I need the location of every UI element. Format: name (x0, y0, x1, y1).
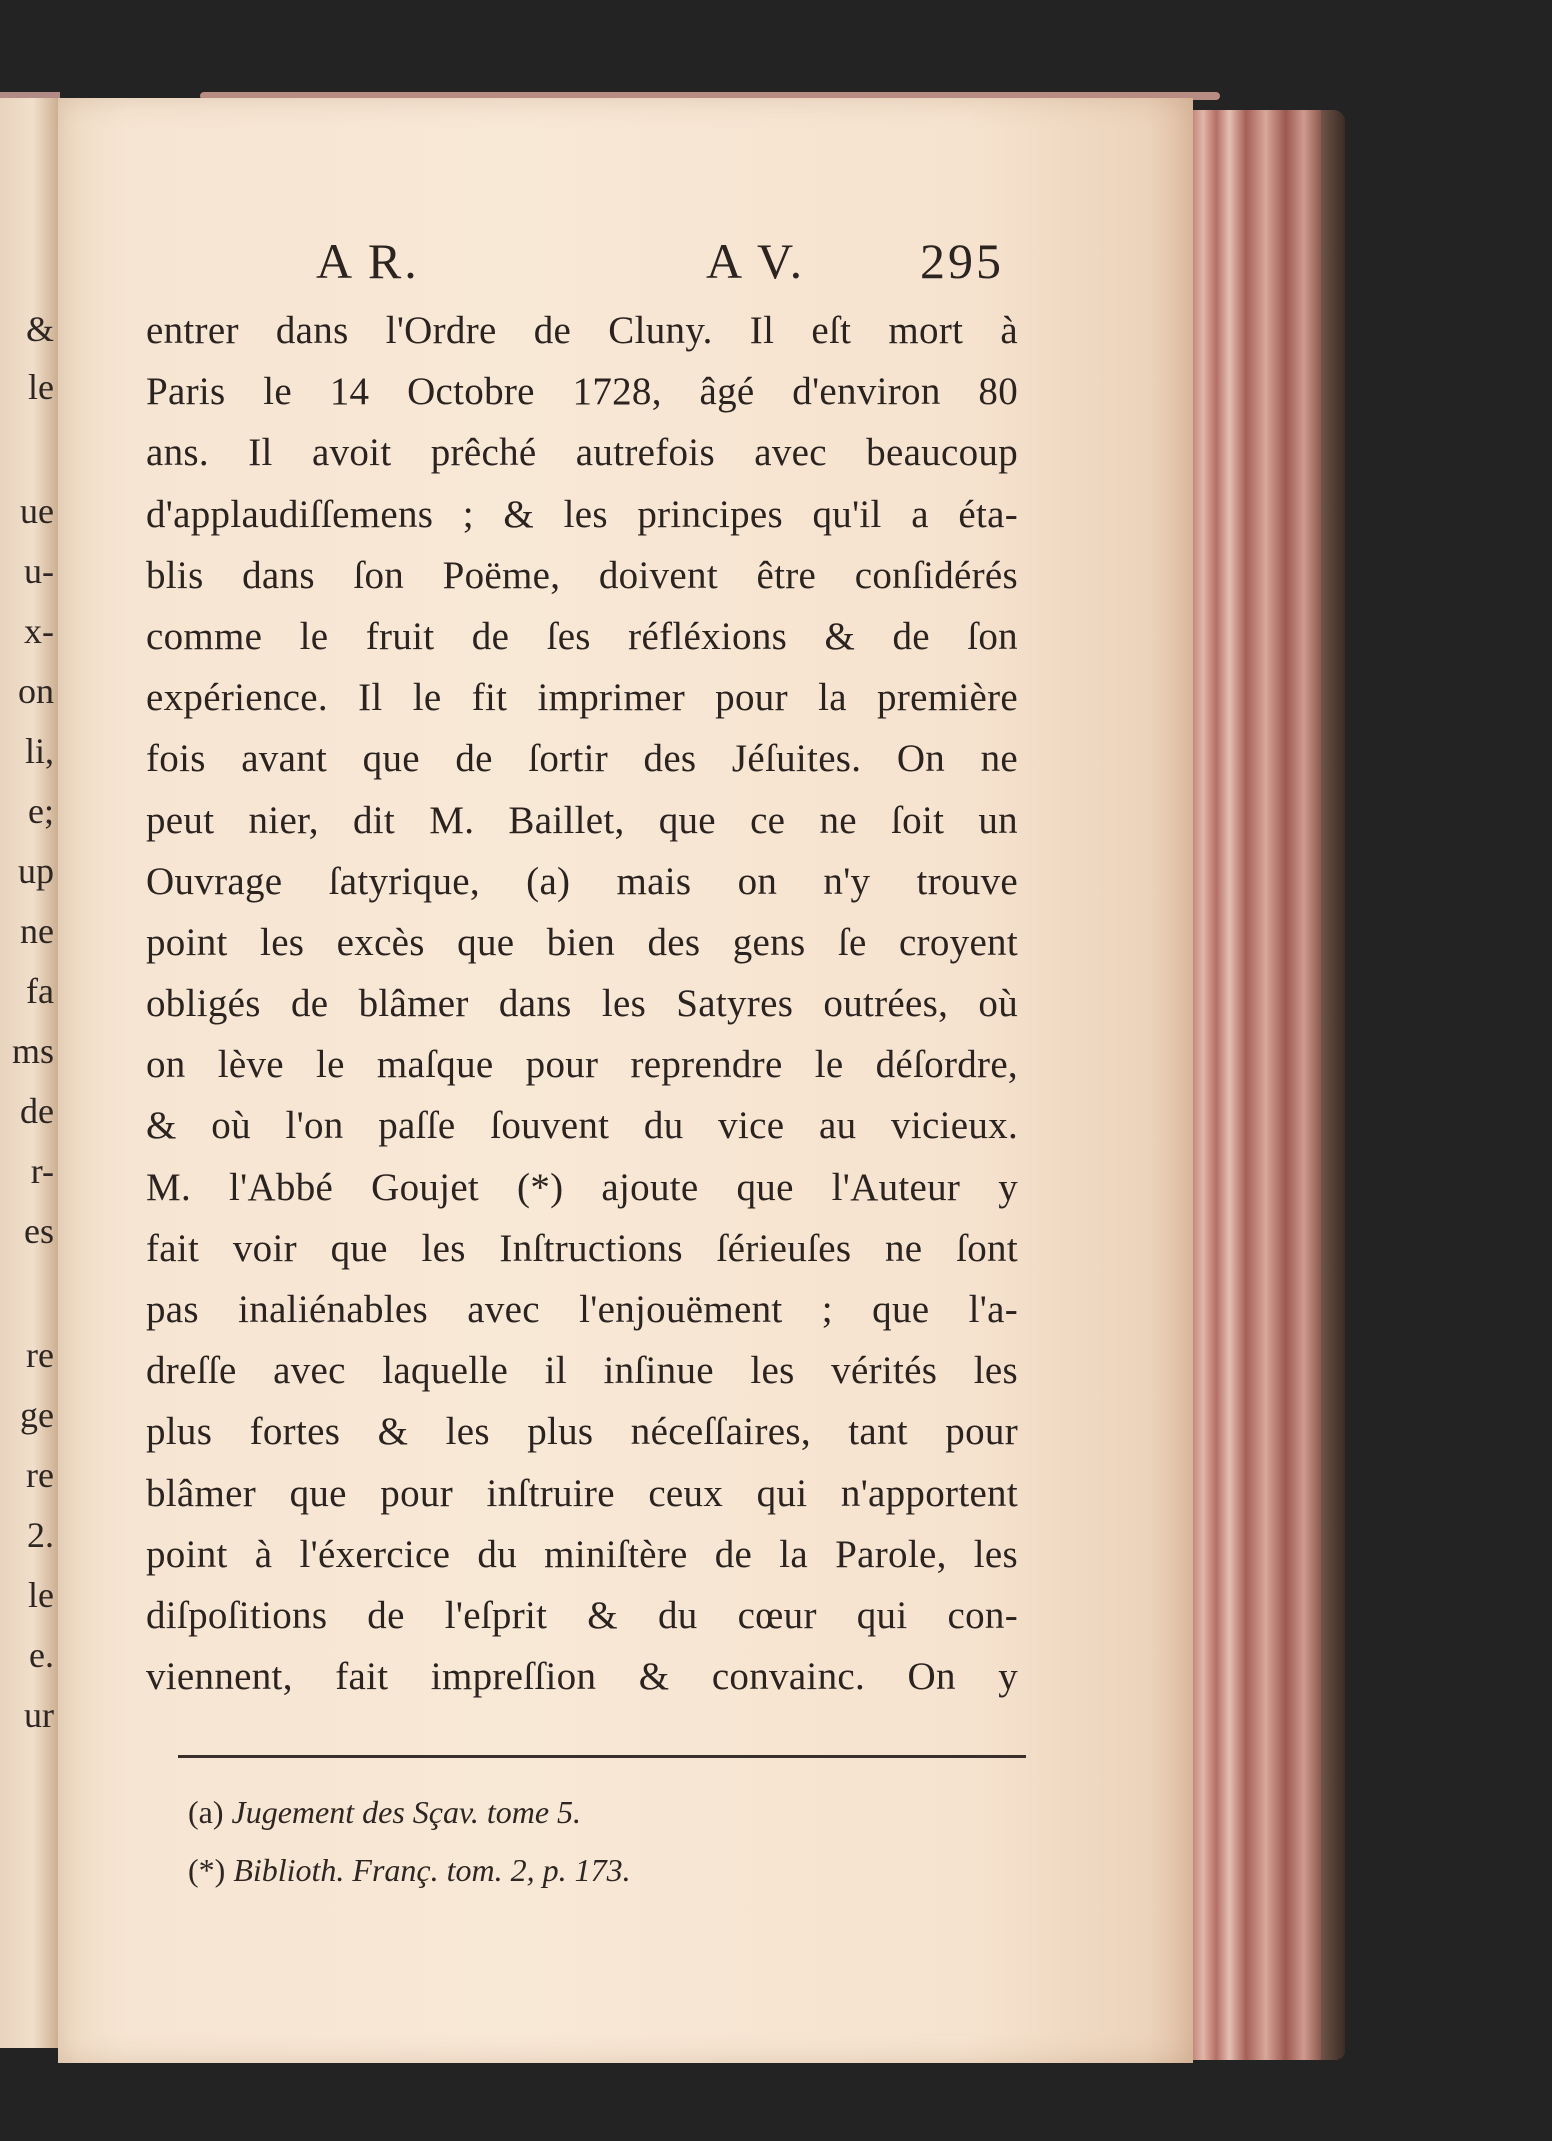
text-line: peut nier, dit M. Baillet, que ce ne ſoit un (146, 798, 1018, 842)
text-line: fait voir que les Inſtructions ſérieuſes ne ſont (146, 1226, 1018, 1270)
text-line: plus fortes & les plus néceſſaires, tant pour (146, 1410, 1018, 1454)
left-page-fragment: li, (24, 731, 54, 771)
footnote (188, 1783, 631, 1841)
text-line: point à l'éxercice du miniſtère de la Parole, les (146, 1532, 1018, 1576)
text-line: comme le fruit de ſes réfléxions & de ſon (146, 614, 1018, 658)
left-page-fragment: re (26, 1455, 54, 1495)
text-line: obligés de blâmer dans les Satyres outrées, où (146, 982, 1018, 1026)
text-line: d'applaudiſſemens ; & les principes qu'il a éta- (146, 492, 1018, 536)
previous-page-edge (0, 92, 60, 2048)
left-page-fragment: es (24, 1211, 54, 1251)
left-page-fragment: fa (26, 971, 54, 1011)
left-page-fragment: e. (29, 1635, 54, 1675)
left-page-fragment: ne (20, 911, 54, 951)
text-line: M. l'Abbé Goujet (*) ajoute que l'Auteur y (146, 1165, 1018, 1209)
footnote-rule (178, 1755, 1026, 1758)
text-line: on lève le maſque pour reprendre le déſordre, (146, 1043, 1018, 1087)
running-header (0, 232, 1552, 292)
left-page-fragment: 2. (27, 1515, 54, 1555)
header-center: A V. (706, 233, 806, 289)
text-line: blâmer que pour inſtruire ceux qui n'apportent (146, 1471, 1018, 1515)
page-number: 295 (920, 233, 1004, 289)
left-page-fragment: le (28, 1575, 54, 1615)
left-page-fragment: x- (24, 611, 54, 651)
left-page-fragment: le (28, 367, 54, 407)
footnotes (188, 1783, 631, 1899)
left-page-fragment: re (26, 1335, 54, 1375)
text-line: & où l'on paſſe ſouvent du vice au vicieux. (146, 1104, 1018, 1148)
footnote-mark: (*) (188, 1852, 226, 1888)
text-line: entrer dans l'Ordre de Cluny. Il eſt mort à (146, 309, 1018, 352)
left-page-fragment: up (18, 851, 54, 891)
text-line: fois avant que de ſortir des Jéſuites. On ne (146, 737, 1018, 781)
text-line: ans. Il avoit prêché autrefois avec beaucoup (146, 431, 1018, 475)
text-line: point les excès que bien des gens ſe croyent (146, 920, 1018, 964)
text-line: viennent, fait impreſſion & convainc. On y (146, 1655, 1018, 1699)
footnote (188, 1841, 631, 1899)
body-text (146, 300, 1018, 1707)
left-page-fragment: r- (30, 1151, 54, 1191)
left-page-fragment: on (18, 671, 54, 711)
text-line: dreſſe avec laquelle il inſinue les vérités les (146, 1349, 1018, 1393)
text-line: blis dans ſon Poëme, doivent être conſidérés (146, 553, 1018, 597)
left-page-fragment: de (20, 1091, 54, 1131)
text-line: expérience. Il le fit imprimer pour la première (146, 676, 1018, 720)
text-line: diſpoſitions de l'eſprit & du cœur qui con- (146, 1593, 1018, 1637)
text-line: Ouvrage ſatyrique, (a) mais on n'y trouve (146, 859, 1018, 903)
text-line: Paris le 14 Octobre 1728, âgé d'environ 80 (146, 370, 1018, 414)
left-page-fragment: u- (24, 551, 54, 591)
left-page-fragment: ue (20, 491, 54, 531)
footnote-text: Biblioth. Franç. tom. 2, p. 173. (233, 1852, 631, 1888)
left-page-fragment: & (25, 309, 54, 349)
left-page-fragment: ge (20, 1395, 54, 1435)
text-line: pas inaliénables avec l'enjouëment ; que l'a- (146, 1288, 1018, 1331)
header-left: A R. (316, 233, 420, 289)
footnote-mark: (a) (188, 1794, 224, 1830)
left-page-fragment: ur (24, 1695, 54, 1735)
left-page-fragment: ms (11, 1031, 54, 1071)
book-fore-edge (1180, 110, 1345, 2060)
left-page-fragment: e; (28, 791, 54, 831)
footnote-text: Jugement des Sçav. tome 5. (231, 1794, 582, 1830)
